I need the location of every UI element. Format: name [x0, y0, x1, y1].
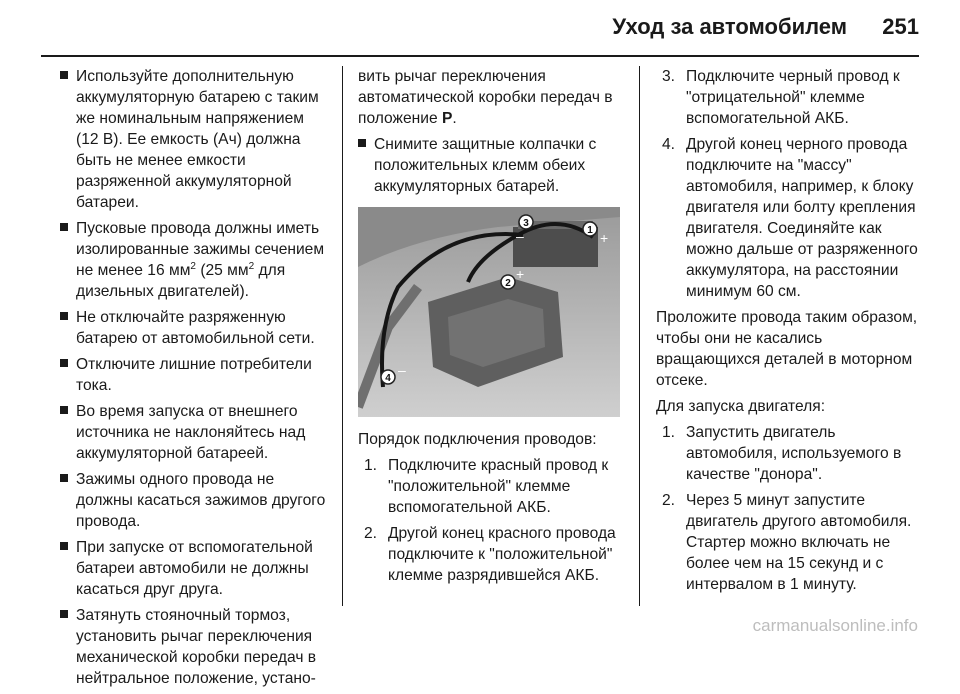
- step-text: Через 5 минут запустите двигатель другого автомобиля. Стартер можно включать не более чем на 15 секунд и с интервалом в 1 минуту.: [686, 492, 912, 593]
- bullet-item: [358, 134, 624, 197]
- continued-text: [358, 66, 624, 129]
- callout-3: [519, 215, 533, 229]
- bullet-text: Во время запуска от внешнего источника не наклоняйтесь над аккумуляторной батареей.: [76, 403, 306, 462]
- step-text: Подключите красный провод к "положительной" клемме вспомогательной АКБ.: [388, 457, 609, 516]
- engine-bay-illustration: [358, 207, 620, 417]
- connection-steps-continued: [656, 66, 924, 302]
- connection-steps: [358, 455, 624, 586]
- bullet-square-icon: [358, 139, 366, 147]
- bullet-item: [60, 218, 328, 302]
- column-2: [358, 66, 624, 591]
- bullet-item: [60, 605, 328, 689]
- step-number: 1.: [364, 457, 378, 474]
- bullet-square-icon: [60, 312, 68, 320]
- bullet-item: [60, 66, 328, 213]
- continued-text-part: вить рычаг переключения автоматической коробки передач в положение: [358, 68, 613, 127]
- bullet-square-icon: [60, 474, 68, 482]
- bullet-square-icon: [60, 610, 68, 618]
- bullet-item: [60, 537, 328, 600]
- callout-number: 3: [523, 218, 529, 229]
- step-text: Другой конец черного провода подключите на "массу" автомобиля, например, к блоку двигателя или болту крепления двигателя. Соединяйте как можно дальше от разряженного аккумулятора, на расстоянии минимум 60 см.: [686, 136, 918, 300]
- bullet-item: [60, 354, 328, 396]
- callout-1: [583, 222, 597, 236]
- step-number: 2.: [662, 492, 676, 509]
- routing-paragraph: Проложите провода таким образом, чтобы они не касались вращающихся деталей в моторном отсеке.: [656, 309, 918, 389]
- bullet-square-icon: [60, 359, 68, 367]
- bullet-text-part: для дизельных двигателей).: [76, 262, 286, 300]
- minus-sign: –: [516, 228, 524, 244]
- bullet-text: Отключите лишние потребители тока.: [76, 356, 312, 394]
- bullet-square-icon: [60, 406, 68, 414]
- bullet-text: Не отключайте разряженную батарею от автомобильной сети.: [76, 309, 315, 347]
- superscript: 2: [190, 260, 196, 272]
- bullet-text: Снимите защитные колпачки с положительных клемм обеих аккумуляторных батарей.: [374, 136, 597, 195]
- step-number: 3.: [662, 68, 676, 85]
- continued-text-part: .: [452, 110, 457, 127]
- bullet-text-part: (25 мм: [195, 262, 249, 279]
- plus-sign: +: [600, 230, 609, 246]
- header-divider: [41, 55, 919, 57]
- step-text: Другой конец красного провода подключите к "положительной" клемме разрядившейся АКБ.: [388, 525, 616, 584]
- callout-4: [381, 370, 395, 384]
- step-text: Подключите черный провод к "отрицательной" клемме вспомогательной АКБ.: [686, 68, 900, 127]
- step-item: [662, 490, 924, 595]
- step-item: [364, 523, 624, 586]
- bullet-text: [76, 220, 324, 300]
- bullet-square-icon: [60, 542, 68, 550]
- start-heading: Для запуска двигателя:: [656, 398, 826, 415]
- step-number: 2.: [364, 525, 378, 542]
- callout-2: [501, 275, 515, 289]
- bullet-item: [60, 469, 328, 532]
- bullet-text: Затянуть стояночный тормоз, установить рычаг переключения механической коробки передач в нейтральное положение, устано-: [76, 607, 317, 687]
- callout-number: 2: [505, 278, 511, 289]
- column-3: [656, 66, 924, 600]
- order-heading: Порядок подключения проводов:: [358, 431, 597, 448]
- bullet-square-icon: [60, 223, 68, 231]
- step-item: [662, 422, 924, 485]
- bullet-text-part: Пусковые провода должны иметь изолированные зажимы сечением не менее 16 мм: [76, 220, 325, 279]
- column-divider: [342, 66, 343, 606]
- page-header: [0, 0, 960, 56]
- step-item: [662, 134, 924, 302]
- callout-number: 1: [587, 225, 593, 236]
- bullet-text: При запуске от вспомогательной батареи автомобили не должны касаться друг друга.: [76, 539, 313, 598]
- page-number: 251: [882, 14, 919, 39]
- start-steps: [656, 422, 924, 595]
- bullet-item: [60, 401, 328, 464]
- page-title: Уход за автомобилем: [612, 14, 847, 39]
- minus-sign: –: [398, 362, 406, 378]
- step-item: [662, 66, 924, 129]
- engine-bay-drawing: [358, 207, 620, 417]
- plus-sign: +: [516, 266, 525, 282]
- bullet-text: Используйте дополнительную аккумуляторную батарею с таким же номинальным напряжением (12 В). Ее емкость (Ач) должна быть не менее емкости разряженной аккумуляторной батареи.: [76, 68, 319, 211]
- gear-position-label: P: [441, 110, 453, 127]
- step-number: 1.: [662, 424, 676, 441]
- bullet-square-icon: [60, 71, 68, 79]
- step-text: Запустить двигатель автомобиля, используемого в качестве "донора".: [686, 424, 902, 483]
- column-1: [60, 66, 328, 694]
- superscript: 2: [248, 260, 255, 272]
- callout-number: 4: [385, 373, 391, 384]
- step-item: [364, 455, 624, 518]
- watermark: carmanualsonline.info: [752, 616, 918, 635]
- bullet-item: [60, 307, 328, 349]
- column-divider: [639, 66, 640, 606]
- bullet-text: Зажимы одного провода не должны касаться зажимов другого провода.: [76, 471, 326, 530]
- step-number: 4.: [662, 136, 676, 153]
